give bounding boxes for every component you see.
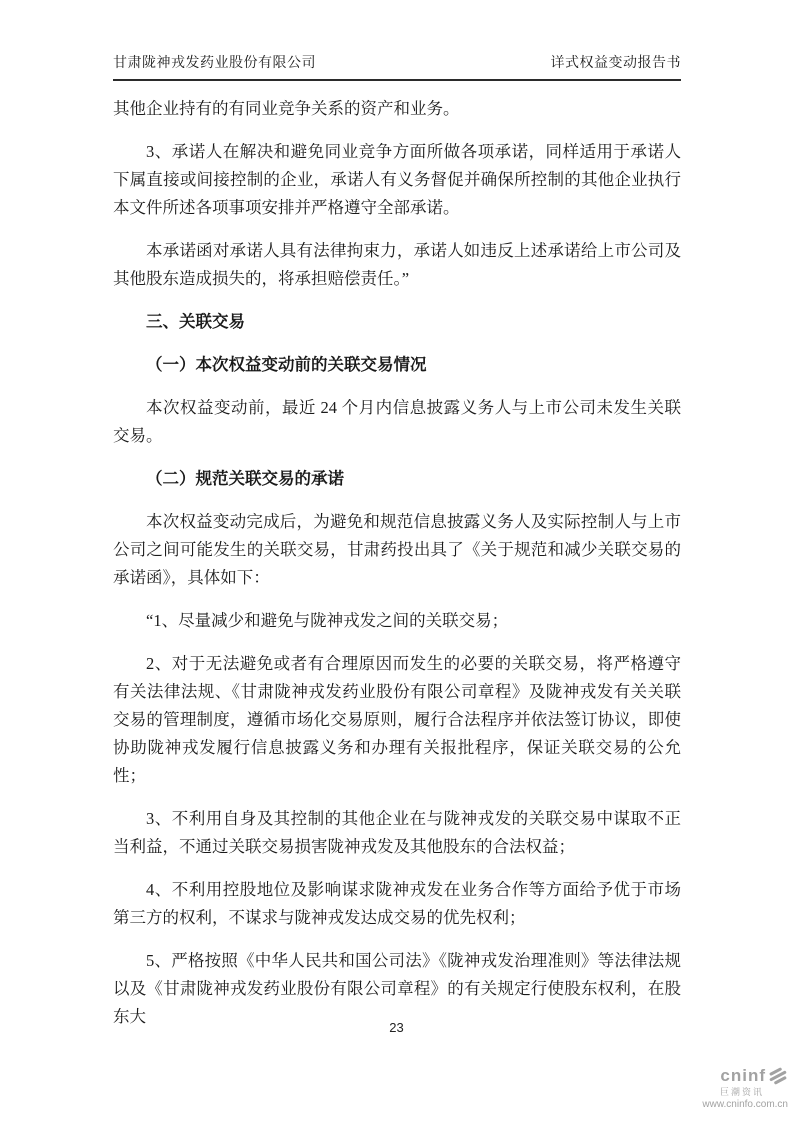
header-company-name: 甘肃陇神戎发药业股份有限公司 (113, 56, 316, 71)
paragraph-legal-binding: 本承诺函对承诺人具有法律拘束力，承诺人如违反上述承诺给上市公司及其他股东造成损失的，将承担赔偿责任。” (113, 241, 681, 288)
section-heading-related-transactions: 三、关联交易 (146, 312, 245, 331)
cninfo-url: www.cninfo.com.cn (702, 1099, 788, 1111)
cninfo-chinese-name: 巨潮资讯 (719, 1087, 764, 1097)
paragraph-item-1: “1、尽量减少和避免与陇神戎发之间的关联交易； (146, 611, 509, 630)
page-number: 23 (389, 1020, 404, 1035)
paragraph-continuation: 其他企业持有的有同业竞争关系的资产和业务。 (113, 99, 460, 118)
cninfo-logo (678, 1066, 788, 1111)
document-body (113, 95, 681, 1046)
paragraph-commitment-3: 3、承诺人在解决和避免同业竞争方面所做各项承诺，同样适用于承诺人下属直接或间接控制的企业，承诺人有义务督促并确保所控制的其他企业执行本文件所述各项事项安排并严格遵守全部承诺。 (113, 142, 681, 217)
subsection-heading-before-change: （一）本次权益变动前的关联交易情况 (146, 355, 427, 374)
document-header (113, 52, 681, 81)
cninfo-swirl-icon (768, 1066, 788, 1086)
subsection-heading-commitment: （二）规范关联交易的承诺 (146, 469, 344, 488)
paragraph-item-5: 5、严格按照《中华人民共和国公司法》《陇神戎发治理准则》等法律法规以及《甘肃陇神戎发药业股份有限公司章程》的有关规定行使股东权利，在股东大 (113, 951, 681, 1026)
cninfo-logo-row (720, 1066, 788, 1086)
paragraph-after-change: 本次权益变动完成后，为避免和规范信息披露义务人及实际控制人与上市公司之间可能发生的关联交易，甘肃药投出具了《关于规范和减少关联交易的承诺函》，具体如下： (113, 512, 681, 587)
cninfo-brand-text: cninf (720, 1066, 766, 1086)
paragraph-item-2: 2、对于无法避免或者有合理原因而发生的必要的关联交易，将严格遵守有关法律法规、《甘肃陇神戎发药业股份有限公司章程》及陇神戎发有关关联交易的管理制度，遵循市场化交易原则，履行合法程序并依法签订协议，即使协助陇神戎发履行信息披露义务和办理有关报批程序，保证关联交易的公允性； (113, 654, 681, 785)
paragraph-item-4: 4、不利用控股地位及影响谋求陇神戎发在业务合作等方面给予优于市场第三方的权利，不谋求与陇神戎发达成交易的优先权利； (113, 880, 681, 927)
header-report-title: 详式权益变动报告书 (550, 56, 681, 71)
paragraph-item-3: 3、不利用自身及其控制的其他企业在与陇神戎发的关联交易中谋取不正当利益，不通过关联交易损害陇神戎发及其他股东的合法权益； (113, 809, 681, 856)
paragraph-before-change: 本次权益变动前，最近 24 个月内信息披露义务人与上市公司未发生关联交易。 (113, 398, 681, 445)
